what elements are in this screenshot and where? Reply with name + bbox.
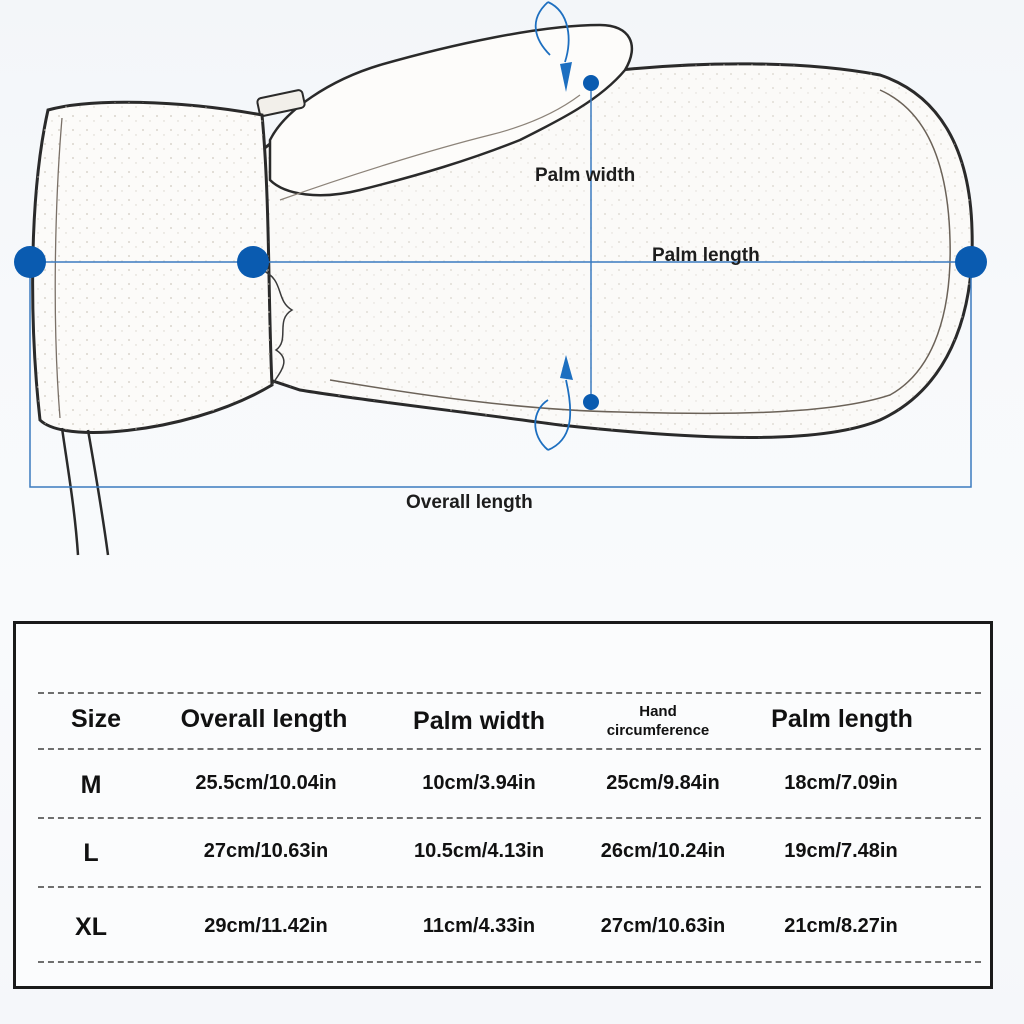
header-palm-width: Palm width	[413, 707, 545, 735]
measure-point-fingertip	[955, 246, 987, 278]
cell-palm-width: 10cm/3.94in	[422, 772, 536, 794]
cell-palm-width: 10.5cm/4.13in	[413, 840, 545, 862]
measure-point-wrist	[237, 246, 269, 278]
row-divider	[38, 748, 981, 750]
measure-point-cuff-edge	[14, 246, 46, 278]
row-divider	[38, 817, 981, 819]
palm-length-label: Palm length	[652, 245, 760, 266]
cell-palm-width: 11cm/4.33in	[422, 915, 536, 937]
measure-point-palm-bottom	[583, 394, 599, 410]
measure-point-palm-top	[583, 75, 599, 91]
cell-palm-length: 18cm/7.09in	[784, 772, 898, 794]
cell-size: XL	[75, 913, 107, 941]
cell-size: M	[80, 771, 102, 799]
cell-overall-length: 25.5cm/10.04in	[195, 772, 337, 794]
cell-palm-length: 19cm/7.48in	[784, 840, 898, 862]
cell-hand-circumference: 25cm/9.84in	[606, 772, 720, 794]
header-size: Size	[70, 705, 122, 733]
overall-length-label: Overall length	[406, 492, 533, 513]
header-hand-line1: Hand	[639, 703, 677, 720]
row-divider	[38, 886, 981, 888]
row-divider	[38, 961, 981, 963]
cell-overall-length: 29cm/11.42in	[204, 915, 328, 937]
cell-overall-length: 27cm/10.63in	[203, 840, 329, 862]
cell-hand-circumference: 27cm/10.63in	[600, 915, 726, 937]
row-divider	[38, 692, 981, 694]
palm-width-label: Palm width	[535, 165, 636, 186]
header-hand-circumference	[607, 702, 710, 740]
wrist-cord	[62, 428, 108, 555]
cell-size: L	[83, 839, 99, 867]
header-overall-length: Overall length	[180, 705, 348, 733]
cell-hand-circumference: 26cm/10.24in	[600, 840, 726, 862]
size-chart-table	[13, 621, 993, 989]
cell-palm-length: 21cm/8.27in	[784, 915, 898, 937]
header-hand-line2: circumference	[606, 722, 710, 739]
header-palm-length: Palm length	[771, 705, 913, 733]
